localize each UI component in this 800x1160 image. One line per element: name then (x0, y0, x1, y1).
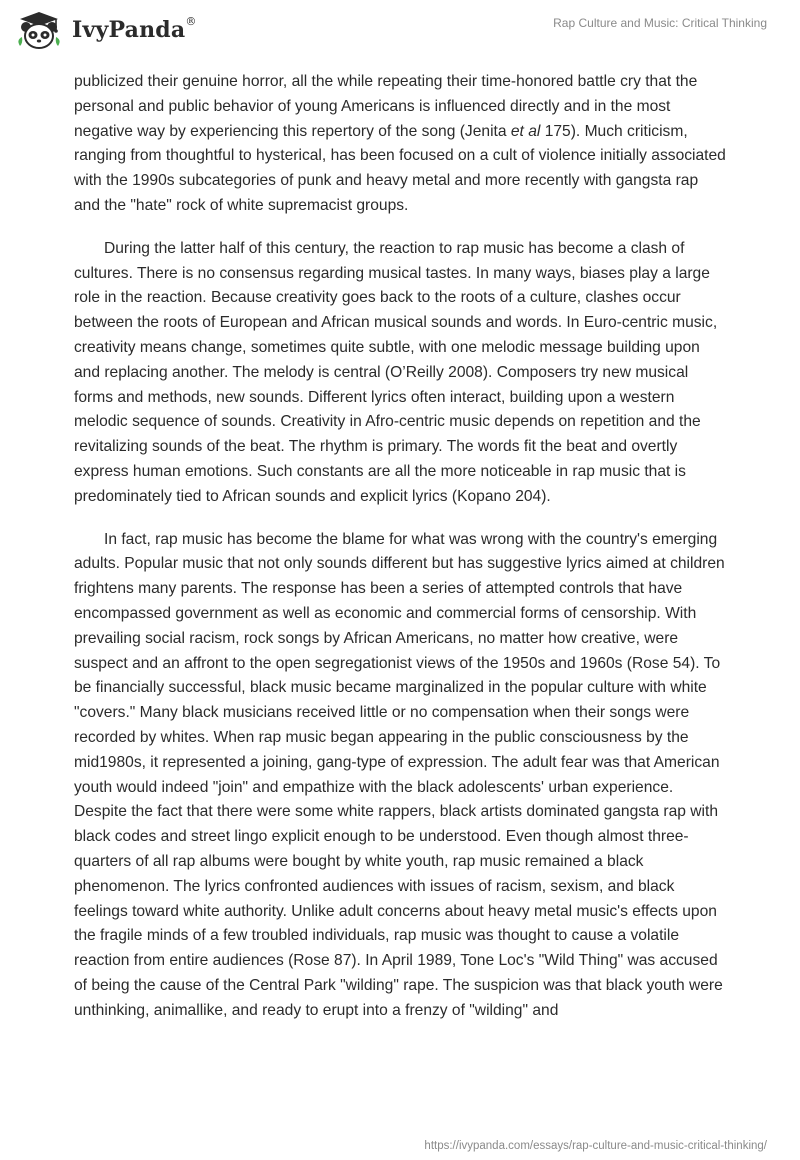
panda-graduate-icon (14, 10, 64, 50)
registered-mark: ® (185, 15, 197, 28)
paragraph-3: In fact, rap music has become the blame for what was wrong with the country's emerging adults. Popular music that not only sounds different but has suggestive lyrics aimed at children frightens many parents. The response has been a series of attempted controls that have encompassed government as well as economic and commercial forms of censorship. With prevailing social racism, rock songs by African Americans, no matter how creative, were suspect and an affront to the open segregationist views of the 1950s and 1960s (Rose 54). To be financially successful, black music became marginalized in the popular culture with white "covers." Many black musicians received little or no compensation when their songs were recorded by whites. When rap music began appearing in the public consciousness by the mid1980s, it represented a joining, gang-type of expression. The adult fear was that American youth would indeed "join" and empathize with the black adolescents' urban experience. Despite the fact that there were some white rappers, black artists dominated gangsta rap with black codes and street lingo explicit enough to be understood. Even though almost three-quarters of all rap albums were bought by white youth, rap music remained a black phenomenon. The lyrics confronted audiences with issues of racism, sexism, and black feelings toward white authority. Unlike adult concerns about heavy metal music's effects upon the fragile minds of a few troubled individuals, rap music was thought to cause a volatile reaction from entire audiences (Rose 87). In April 1989, Tone Loc's "Wild Thing" was accused of being the cause of the Central Park "wilding" rape. The suspicion was that black youth were unthinking, animallike, and ready to erupt into a frenzy of "wilding" and (74, 530, 725, 1019)
paragraph-2: During the latter half of this century, the reaction to rap music has become a clash of cultures. There is no consensus regarding musical tastes. In many ways, biases play a large role in the reaction. Because creativity goes back to the roots of a culture, clashes occur between the roots of European and African musical sounds and words. In Euro-centric music, creativity means change, sometimes quite subtle, with one melodic message building upon and replacing another. The melody is central (O’Reilly 2008). Composers try new musical forms and methods, new sounds. Different lyrics often interact, building upon a western melodic sequence of sounds. Creativity in Afro-centric music depends on repetition and the revitalizing sounds of the beat. The rhythm is primary. The words fit the beat and overtly express human emotions. Such constants are all the more noticeable in rap music that is predominately tied to African sounds and explicit lyrics (Kopano 204). (74, 239, 718, 505)
brand-label: IvyPanda (72, 17, 186, 43)
ivypanda-logo[interactable] (14, 10, 197, 50)
essay-body (74, 70, 728, 1041)
paragraph-1-text-start: publicized their genuine horror, all the while repeating their time-honored battle cry that the personal and public behavior of young Americans is influenced directly and in the most negative way by experiencing this repertory of the song (Jenita (74, 73, 698, 140)
paragraph-1-italic: et al (510, 122, 541, 140)
source-url: https://ivypanda.com/essays/rap-culture-and-music-critical-thinking/ (424, 1140, 767, 1152)
brand-name (72, 17, 197, 43)
page-header (0, 0, 800, 60)
paragraph-1 (74, 70, 728, 219)
paragraph-1-text-end: 175). Much criticism, ranging from thoughtful to hysterical, has been focused on a cult of violence initially associated with the 1990s subcategories of punk and heavy metal and more recently with gangsta rap and the "hate" rock of white supremacist groups. (74, 122, 726, 214)
document-title: Rap Culture and Music: Critical Thinking (553, 16, 767, 30)
